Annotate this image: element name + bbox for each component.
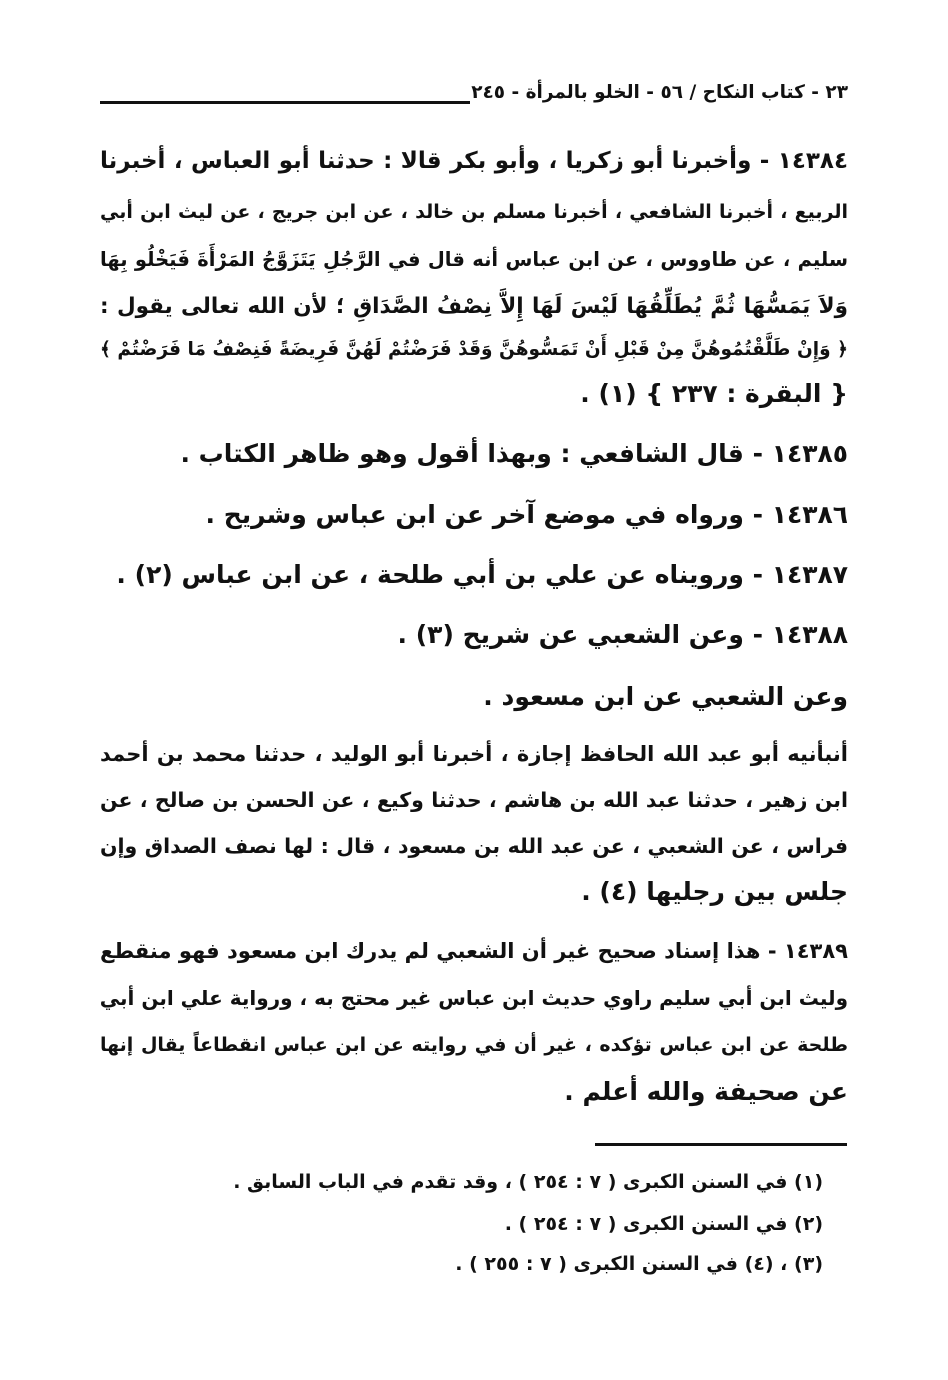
footnote: (٣) ، (٤) في السنن الكبرى ( ٧ : ٢٥٥ ) . [455, 1253, 823, 1275]
body-line: ١٤٣٨٩ - هذا إسناد صحيح غير أن الشعبي لم يدرك ابن مسعود فهو منقطع [100, 939, 848, 963]
body-line: عن صحيفة والله أعلم . [564, 1077, 848, 1106]
header-title: ٢٣ - كتاب النكاح / ٥٦ - الخلو بالمرأة - ٢٤٥ [471, 82, 848, 103]
footnote: (١) في السنن الكبرى ( ٧ : ٢٥٤ ) ، وقد تقدم في الباب السابق . [233, 1171, 823, 1193]
running-header [100, 82, 848, 118]
body-line: فراس ، عن الشعبي ، عن عبد الله بن مسعود ، قال : لها نصف الصداق وإن [100, 834, 848, 858]
body-line: ١٤٣٨٤ - وأخبرنا أبو زكريا ، وأبو بكر قالا : حدثنا أبو العباس ، أخبرنا [100, 148, 848, 174]
body-line: { البقرة : ٢٣٧ } (١) . [580, 379, 848, 408]
footnote-separator [595, 1143, 847, 1146]
body-line: سليم ، عن طاووس ، عن ابن عباس أنه قال في الرَّجُلِ يَتَزَوَّجُ المَرْأَةَ فَيَخْلُو بِهَا [100, 248, 848, 271]
body-line: ١٤٣٨٧ - ورويناه عن علي بن أبي طلحة ، عن ابن عباس (٢) . [116, 560, 848, 589]
quran-verse-line: ﴿ وَإِنْ طَلَّقْتُمُوهُنَّ مِنْ قَبْلِ أَنْ تَمَسُّوهُنَّ وَقَدْ فَرَضْتُمْ لَهُنَّ فَرِيضَةً فَنِصْفُ مَا فَرَضْتُمْ ﴾ [100, 339, 848, 360]
body-line: جلس بين رجليها (٤) . [581, 877, 848, 906]
body-line: ١٤٣٨٨ - وعن الشعبي عن شريح (٣) . [397, 620, 848, 649]
body-line: وعن الشعبي عن ابن مسعود . [483, 682, 848, 711]
body-line: الربيع ، أخبرنا الشافعي ، أخبرنا مسلم بن خالد ، عن ابن جريج ، عن ليث ابن أبي [100, 201, 848, 223]
body-line: أنبأنيه أبو عبد الله الحافظ إجازة ، أخبرنا أبو الوليد ، حدثنا محمد بن أحمد [100, 742, 848, 766]
body-line: وَلاَ يَمَسُّهَا ثُمَّ يُطَلِّقُهَا لَيْسَ لَهَا إِلاَّ نِصْفُ الصَّدَاقِ ؛ لأن الله تعالى يقول : [100, 294, 848, 319]
body-line: وليث ابن أبي سليم راوي حديث ابن عباس غير محتج به ، ورواية علي ابن أبي [99, 986, 848, 1010]
footnote: (٢) في السنن الكبرى ( ٧ : ٢٥٤ ) . [504, 1213, 823, 1235]
body-line: ١٤٣٨٥ - قال الشافعي : وبهذا أقول وهو ظاهر الكتاب . [180, 439, 848, 468]
header-rule [100, 101, 470, 104]
body-line: ابن زهير ، حدثنا عبد الله بن هاشم ، حدثنا وكيع ، عن الحسن بن صالح ، عن [100, 788, 848, 812]
body-line: طلحة عن ابن عباس تؤكده ، غير أن في روايته عن ابن عباس انقطاعاً يقال إنها [100, 1034, 848, 1056]
body-line: ١٤٣٨٦ - ورواه في موضع آخر عن ابن عباس وشريح . [205, 500, 848, 529]
